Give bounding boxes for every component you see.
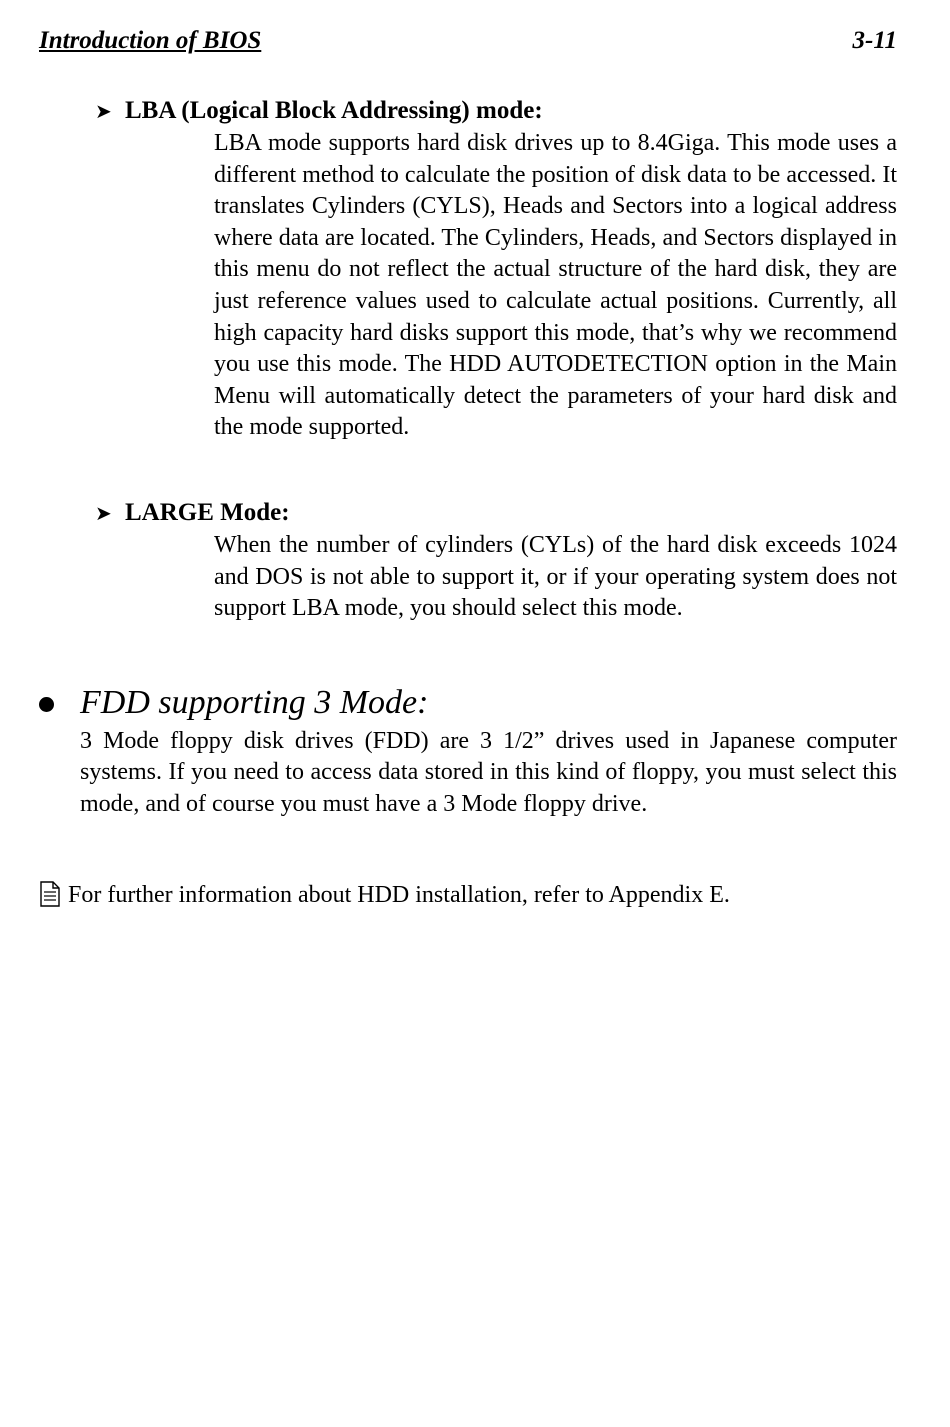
section-heading xyxy=(39,680,897,726)
note-text: For further information about HDD installation, refer to Appendix E. xyxy=(68,882,730,908)
subsection-heading xyxy=(95,496,897,530)
round-bullet-icon xyxy=(39,697,54,712)
subsection-body: LBA mode supports hard disk drives up to 8.4Giga. This mode uses a different method to calculate the position of disk data to be accessed. It translates Cylinders (CYLS), Heads and Sectors into a logical address where data are located. The Cylinders, Heads, and Sectors displayed in this menu do not reflect the actual structure of the hard disk, they are just reference values used to calculate actual positions. Currently, all high capacity hard disks support this mode, that’s why we recommend you use this mode. The HDD AUTODETECTION option in the Main Menu will automatically detect the parameters of your hard disk and the mode supported. xyxy=(214,130,897,441)
section-heading-text: FDD supporting 3 Mode: xyxy=(80,684,429,721)
subsection-heading-text: LARGE Mode: xyxy=(125,499,290,526)
header-title: Introduction of BIOS xyxy=(39,27,262,54)
arrow-bullet-icon: ➤ xyxy=(95,99,112,123)
subsection-heading-text: LBA (Logical Block Addressing) mode: xyxy=(125,97,543,124)
note-icon xyxy=(39,881,61,907)
arrow-bullet-icon: ➤ xyxy=(95,501,112,525)
section-body: 3 Mode floppy disk drives (FDD) are 3 1/2” drives used in Japanese computer systems. If you need to access data stored in this kind of floppy, you must select this mode, and of course you must have a 3 Mode floppy drive. xyxy=(80,728,897,817)
page-header xyxy=(39,24,897,58)
subsection-heading xyxy=(95,94,897,128)
subsection-body: When the number of cylinders (CYLs) of the hard disk exceeds 1024 and DOS is not able to support it, or if your operating system does not support LBA mode, you should select this mode. xyxy=(214,532,897,622)
subsection-large-mode xyxy=(95,496,897,625)
section-fdd-3-mode xyxy=(39,680,897,820)
subsection-lba-mode xyxy=(95,94,897,444)
note-line xyxy=(39,878,897,912)
page-number: 3-11 xyxy=(852,27,897,54)
